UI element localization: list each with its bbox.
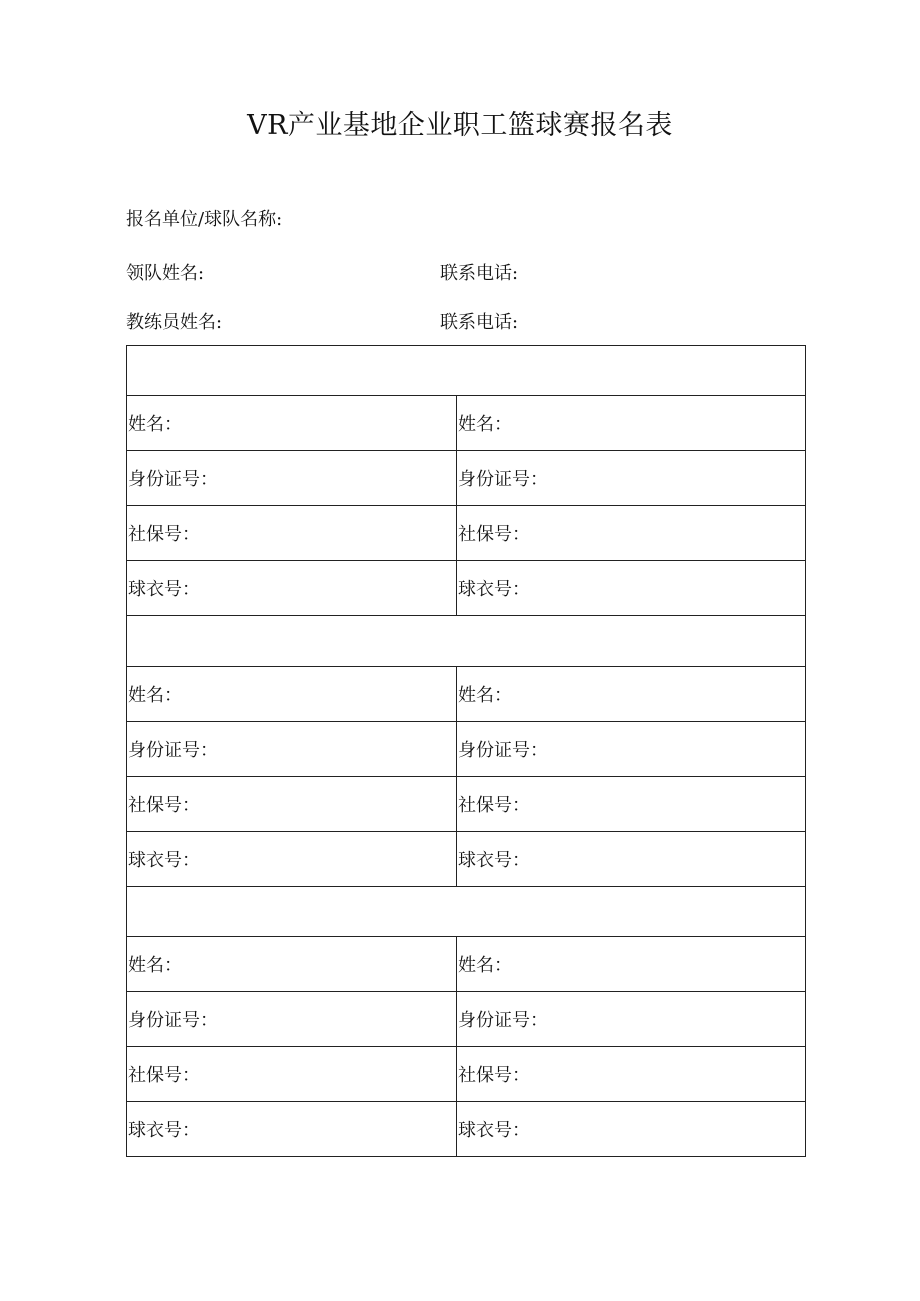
table-row bbox=[127, 992, 806, 1047]
player-social-security-cell[interactable]: 社保号： bbox=[457, 777, 806, 832]
table-row bbox=[127, 451, 806, 506]
table-row bbox=[127, 832, 806, 887]
player-jersey-number-cell[interactable]: 球衣号： bbox=[127, 832, 457, 887]
player-jersey-number-cell[interactable]: 球衣号： bbox=[457, 1102, 806, 1157]
table-row bbox=[127, 777, 806, 832]
group-header-cell[interactable] bbox=[127, 346, 806, 396]
player-name-cell[interactable]: 姓名： bbox=[127, 396, 457, 451]
group-header-cell[interactable] bbox=[127, 616, 806, 667]
leader-name-label: 领队姓名: bbox=[126, 263, 205, 284]
table-row bbox=[127, 506, 806, 561]
player-name-cell[interactable]: 姓名： bbox=[457, 396, 806, 451]
player-jersey-number-cell[interactable]: 球衣号： bbox=[457, 832, 806, 887]
player-jersey-number-cell[interactable]: 球衣号： bbox=[127, 1102, 457, 1157]
player-id-number-cell[interactable]: 身份证号： bbox=[127, 992, 457, 1047]
player-social-security-cell[interactable]: 社保号： bbox=[127, 1047, 457, 1102]
table-row bbox=[127, 396, 806, 451]
form-title: VR产业基地企业职工篮球赛报名表 bbox=[247, 110, 673, 141]
player-id-number-cell[interactable]: 身份证号： bbox=[457, 992, 806, 1047]
group-header-cell[interactable] bbox=[127, 887, 806, 937]
player-social-security-cell[interactable]: 社保号： bbox=[127, 506, 457, 561]
player-id-number-cell[interactable]: 身份证号： bbox=[127, 451, 457, 506]
player-name-cell[interactable]: 姓名： bbox=[457, 937, 806, 992]
player-id-number-cell[interactable]: 身份证号： bbox=[127, 722, 457, 777]
coach-name-label: 教练员姓名: bbox=[126, 312, 223, 333]
table-row bbox=[127, 667, 806, 722]
player-id-number-cell[interactable]: 身份证号： bbox=[457, 722, 806, 777]
player-social-security-cell[interactable]: 社保号： bbox=[127, 777, 457, 832]
player-social-security-cell[interactable]: 社保号： bbox=[457, 506, 806, 561]
player-name-cell[interactable]: 姓名： bbox=[127, 937, 457, 992]
table-row bbox=[127, 1102, 806, 1157]
table-row bbox=[127, 561, 806, 616]
player-group-header bbox=[127, 346, 806, 396]
team-name-label: 报名单位/球队名称: bbox=[126, 209, 283, 230]
player-jersey-number-cell[interactable]: 球衣号： bbox=[457, 561, 806, 616]
player-name-cell[interactable]: 姓名： bbox=[127, 667, 457, 722]
coach-phone-label: 联系电话: bbox=[440, 312, 519, 333]
table-row bbox=[127, 1047, 806, 1102]
player-id-number-cell[interactable]: 身份证号： bbox=[457, 451, 806, 506]
player-group-header bbox=[127, 616, 806, 667]
player-jersey-number-cell[interactable]: 球衣号： bbox=[127, 561, 457, 616]
player-social-security-cell[interactable]: 社保号： bbox=[457, 1047, 806, 1102]
table-row bbox=[127, 937, 806, 992]
table-row bbox=[127, 722, 806, 777]
player-group-header bbox=[127, 887, 806, 937]
leader-phone-label: 联系电话: bbox=[440, 263, 519, 284]
player-name-cell[interactable]: 姓名： bbox=[457, 667, 806, 722]
player-roster-table bbox=[126, 345, 806, 1157]
